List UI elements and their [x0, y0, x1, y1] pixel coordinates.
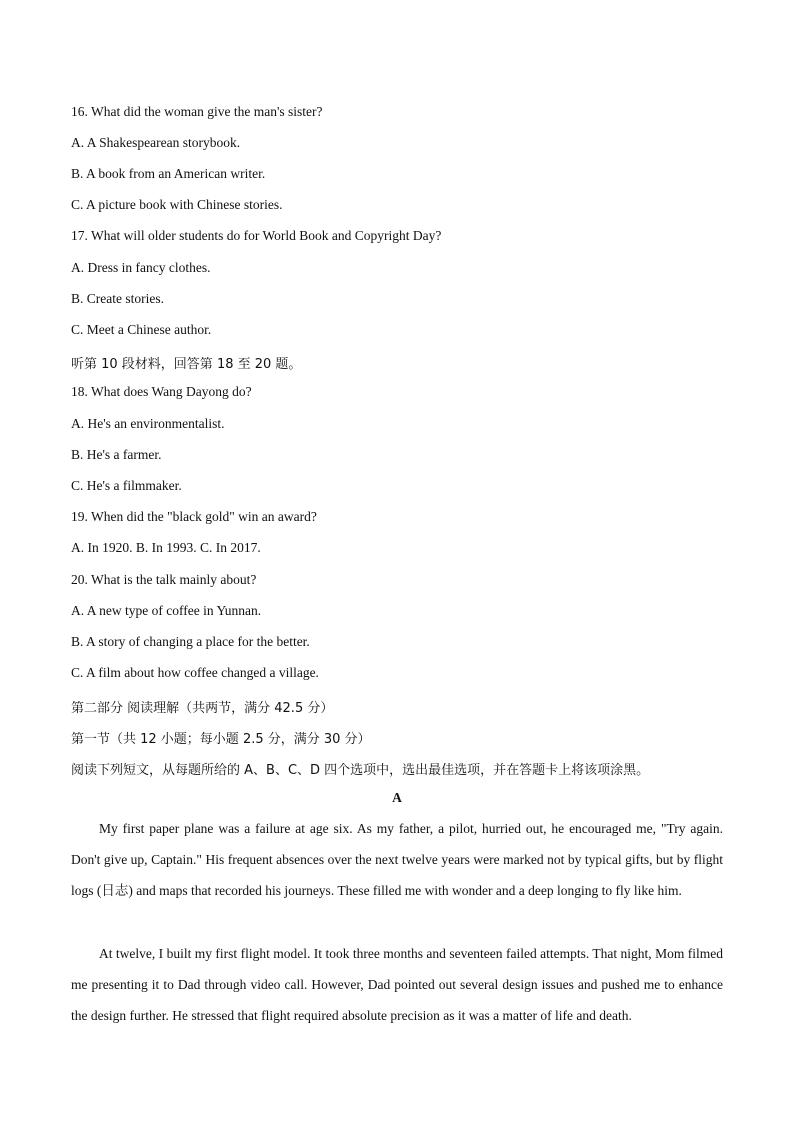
reading-instruction: 阅读下列短文，从每题所给的 A、B、C、D 四个选项中，选出最佳选项，并在答题卡上将该项涂黑。 — [71, 763, 650, 778]
question-17-stem: 17. What will older students do for World Book and Copyright Day? — [71, 228, 442, 243]
question-18-stem: 18. What does Wang Dayong do? — [71, 384, 252, 399]
question-20-stem: 20. What is the talk mainly about? — [71, 572, 257, 587]
passage-label: A — [392, 790, 402, 805]
question-18-option-a: A. He's an environmentalist. — [71, 416, 225, 431]
question-20-option-c: C. A film about how coffee changed a village. — [71, 665, 319, 680]
question-17-option-b: B. Create stories. — [71, 291, 164, 306]
listening-instruction-10: 听第 10 段材料，回答第 18 至 20 题。 — [71, 357, 302, 372]
question-16-option-a: A. A Shakespearean storybook. — [71, 135, 241, 150]
passage-paragraph-2: At twelve, I built my first flight model. It took three months and seventeen failed attempts. That night, Mom filmed me presenting it to Dad through video call. However, Dad pointed out several design issues and pushed me to enhance the design further. He stressed that flight required absolute precision as it was a matter of life and death. — [71, 946, 723, 1024]
question-17-option-a: A. Dress in fancy clothes. — [71, 260, 211, 275]
question-18-option-b: B. He's a farmer. — [71, 447, 162, 462]
question-16-option-c: C. A picture book with Chinese stories. — [71, 197, 283, 212]
passage-paragraph-1: My first paper plane was a failure at age six. As my father, a pilot, hurried out, he encouraged me, "Try again. Don't give up, Captain." His frequent absences over the next twelve years were marked not by typical gifts, but by flight logs (日志) and maps that recorded his journeys. These filled me with wonder and a deep longing to fly like him. — [71, 821, 723, 899]
question-20-option-a: A. A new type of coffee in Yunnan. — [71, 603, 262, 618]
part2-heading: 第二部分 阅读理解（共两节，满分 42.5 分） — [71, 701, 334, 716]
question-19-options: A. In 1920. B. In 1993. C. In 2017. — [71, 540, 261, 555]
question-16-stem: 16. What did the woman give the man's sister? — [71, 104, 323, 119]
question-19-stem: 19. When did the "black gold" win an award? — [71, 509, 317, 524]
section1-heading: 第一节（共 12 小题；每小题 2.5 分，满分 30 分） — [71, 732, 371, 747]
question-16-option-b: B. A book from an American writer. — [71, 166, 266, 181]
question-17-option-c: C. Meet a Chinese author. — [71, 322, 212, 337]
question-20-option-b: B. A story of changing a place for the better. — [71, 634, 310, 649]
question-18-option-c: C. He's a filmmaker. — [71, 478, 182, 493]
